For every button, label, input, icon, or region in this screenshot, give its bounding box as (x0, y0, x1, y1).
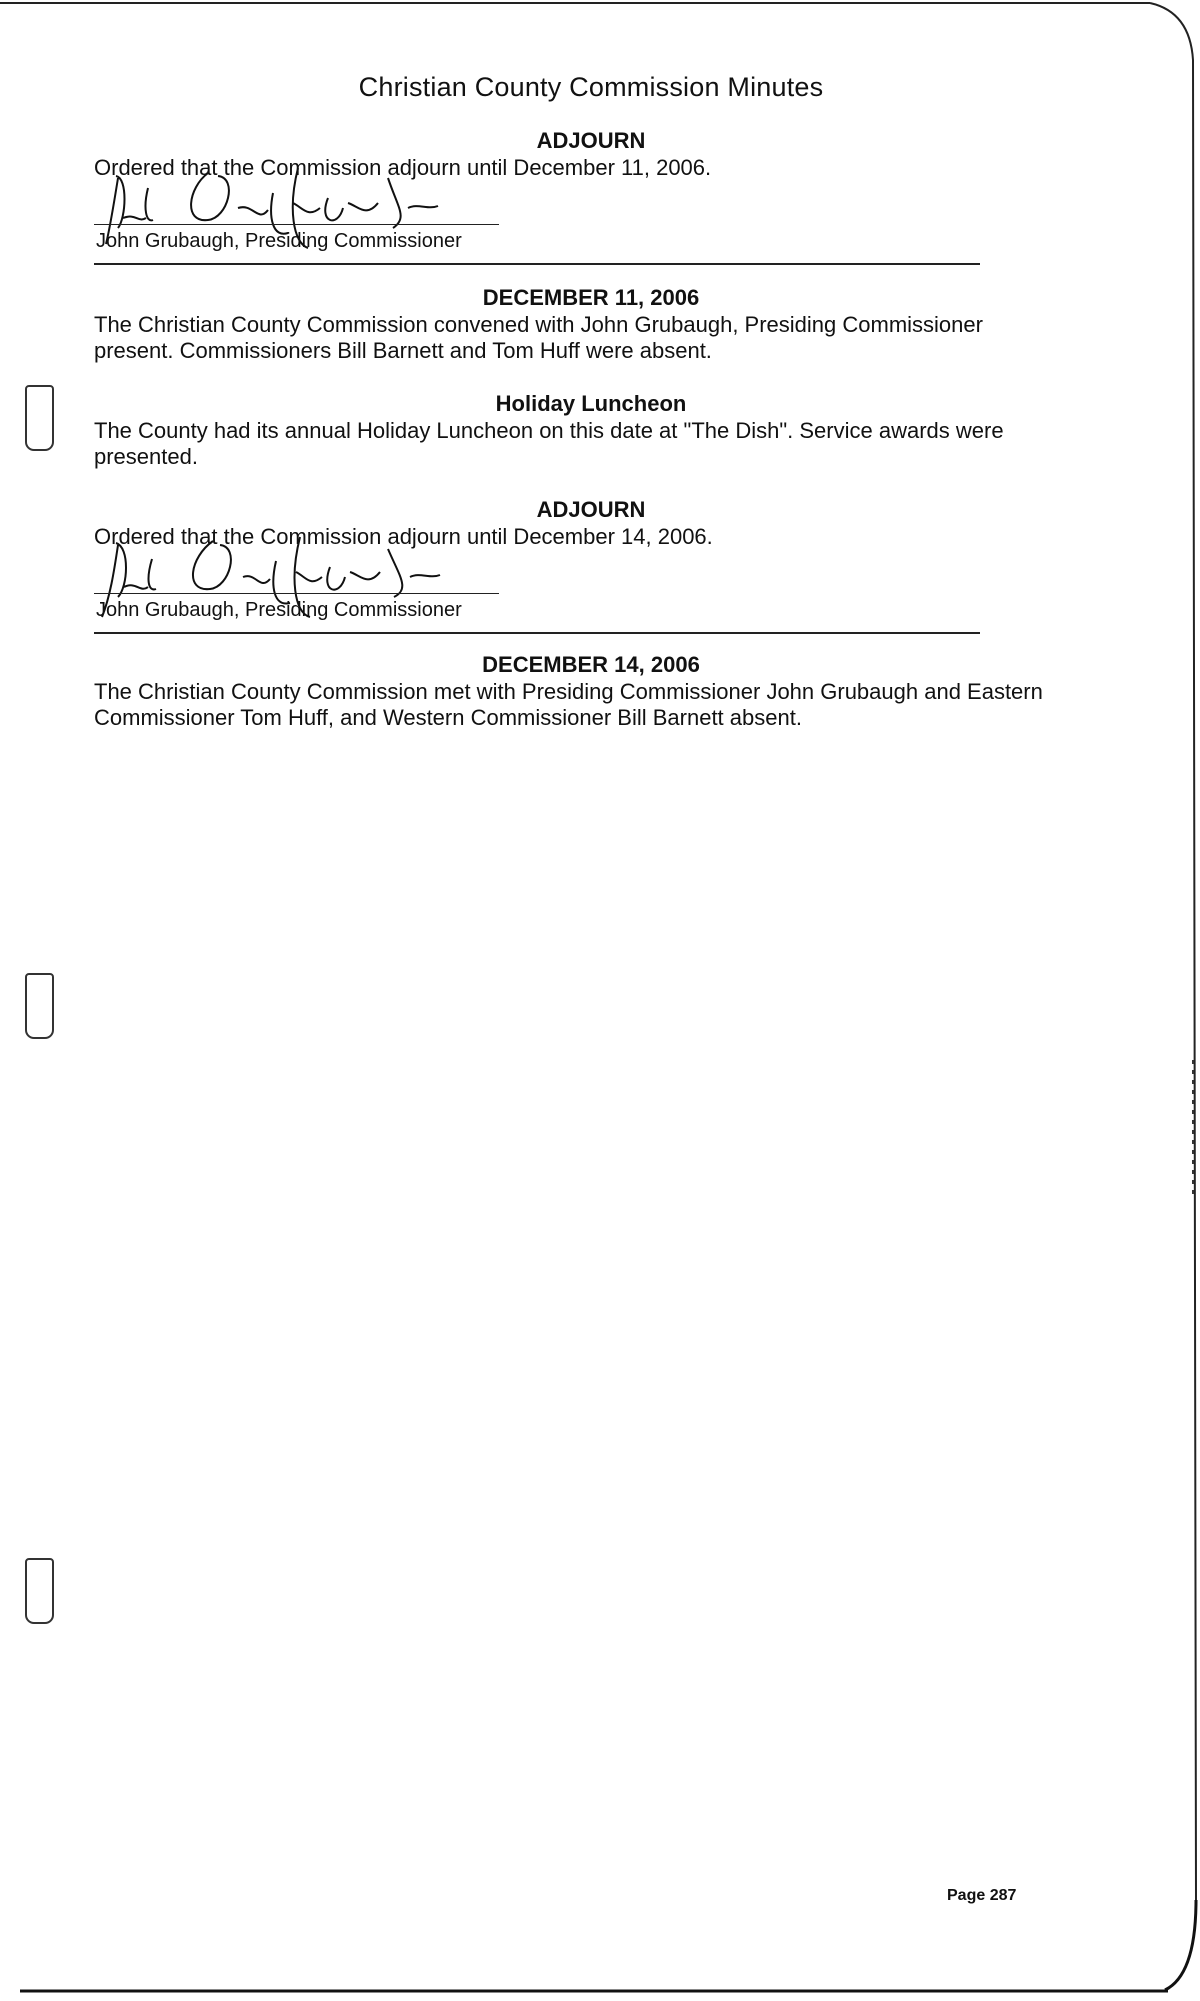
signature-underline-long-1 (94, 263, 980, 265)
december-14-line-2: Commissioner Tom Huff, and Western Commissioner Bill Barnett absent. (94, 705, 802, 730)
section-heading-december-14: DECEMBER 14, 2006 (482, 652, 700, 677)
december-14-line-1: The Christian County Commission met with Presiding Commissioner John Grubaugh and Eastern (94, 679, 1043, 704)
adjourn-order-text-1: Ordered that the Commission adjourn until December 11, 2006. (94, 155, 712, 180)
adjourn-order-text-2: Ordered that the Commission adjourn until December 14, 2006. (94, 524, 713, 549)
signature-block-1 (94, 178, 984, 268)
section-heading-adjourn-2: ADJOURN (536, 497, 646, 522)
signature-name-line-1: John Grubaugh, Presiding Commissioner (96, 230, 462, 252)
section-heading-holiday-luncheon: Holiday Luncheon (495, 391, 687, 416)
binder-hole-bottom (25, 1558, 54, 1624)
holiday-luncheon-line-2: presented. (94, 444, 198, 469)
binder-hole-middle (25, 973, 54, 1039)
holiday-luncheon-line-1: The County had its annual Holiday Luncheon on this date at "The Dish". Service awards were (94, 418, 1004, 443)
page-number: Page 287 (947, 1887, 1017, 1904)
signature-underline-long-2 (94, 632, 980, 634)
section-heading-adjourn-1: ADJOURN (536, 128, 646, 153)
signature-underline-short-2 (94, 593, 499, 594)
signature-name-line-2: John Grubaugh, Presiding Commissioner (96, 599, 462, 621)
holiday-luncheon-text (94, 418, 1094, 470)
signature-block-2 (94, 547, 984, 637)
december-11-line-1: The Christian County Commission convened with John Grubaugh, Presiding Commissioner (94, 312, 983, 337)
december-14-minutes-text (94, 679, 1094, 731)
signature-underline-short-1 (94, 224, 499, 225)
document-title: Christian County Commission Minutes (358, 72, 824, 102)
december-11-line-2: present. Commissioners Bill Barnett and Tom Huff were absent. (94, 338, 712, 363)
december-11-minutes-text (94, 312, 1094, 364)
section-heading-december-11: DECEMBER 11, 2006 (482, 285, 700, 310)
